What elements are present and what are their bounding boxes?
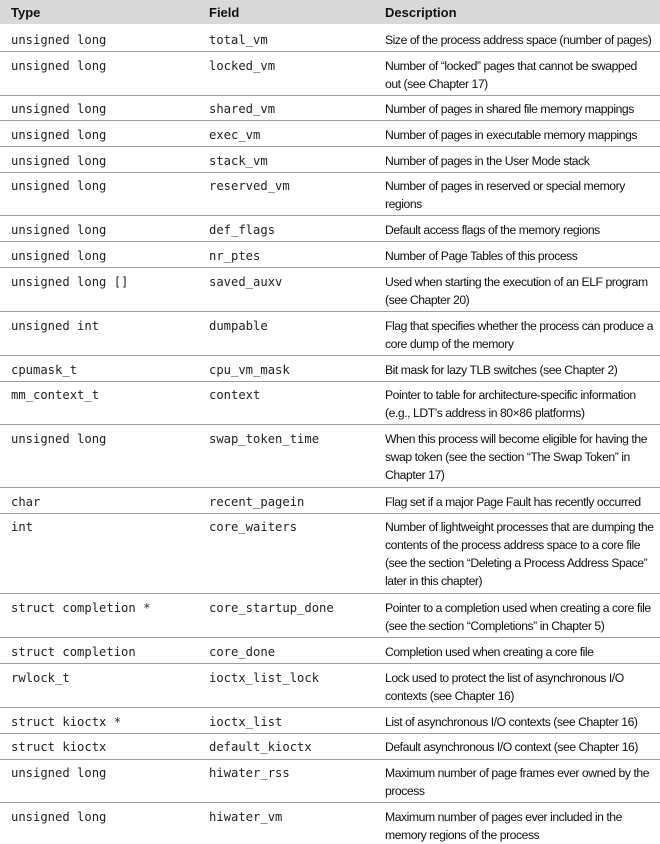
field-description: Number of pages in executable memory mappings (385, 128, 638, 142)
field-name: core_startup_done (209, 601, 334, 615)
field-name: context (209, 388, 261, 402)
field-type: unsigned long [] (11, 275, 129, 289)
field-description: When this process will become eligible for having the swap token (see the section “The Swap Token” in Chapter 17) (385, 432, 648, 482)
field-name: stack_vm (209, 154, 268, 168)
field-name: ioctx_list_lock (209, 671, 320, 685)
row-divider (0, 802, 660, 803)
field-type: unsigned long (11, 128, 107, 142)
row-divider (0, 637, 660, 638)
field-name: total_vm (209, 33, 268, 47)
field-description: Pointer to a completion used when creating a core file (see the section “Completions” in Chapter 5) (385, 601, 651, 633)
field-description: Maximum number of page frames ever owned by the process (385, 766, 650, 798)
field-name: def_flags (209, 223, 276, 237)
field-description: Pointer to table for architecture-specific information (e.g., LDT’s address in 80×86 platforms) (385, 388, 636, 420)
row-divider (0, 311, 660, 312)
field-type: struct kioctx (11, 740, 107, 754)
row-divider (0, 241, 660, 242)
field-type: struct completion (11, 645, 136, 659)
field-description: Number of pages in shared file memory mappings (385, 102, 634, 116)
row-divider (0, 487, 660, 488)
field-name: reserved_vm (209, 179, 290, 193)
field-name: shared_vm (209, 102, 276, 116)
field-name: exec_vm (209, 128, 261, 142)
row-divider (0, 95, 660, 96)
field-type: unsigned long (11, 432, 107, 446)
field-description: Number of “locked” pages that cannot be swapped out (see Chapter 17) (385, 59, 637, 91)
table-header (0, 0, 660, 24)
header-type: Type (11, 5, 41, 20)
field-description: Bit mask for lazy TLB switches (see Chapter 2) (385, 363, 618, 377)
field-type: unsigned long (11, 33, 107, 47)
field-description: List of asynchronous I/O contexts (see Chapter 16) (385, 715, 638, 729)
field-description: Flag that specifies whether the process can produce a core dump of the memory (385, 319, 654, 351)
field-description: Used when starting the execution of an ELF program (see Chapter 20) (385, 275, 648, 307)
field-name: swap_token_time (209, 432, 320, 446)
field-name: core_done (209, 645, 276, 659)
header-description: Description (385, 5, 457, 20)
field-type: int (11, 520, 34, 534)
field-type: unsigned long (11, 766, 107, 780)
field-description: Number of lightweight processes that are dumping the contents of the process address space to a core file (see the section “Deleting a Process Address Space” later in this chapter) (385, 520, 654, 588)
field-name: hiwater_vm (209, 810, 283, 824)
field-type: rwlock_t (11, 671, 70, 685)
row-divider (0, 733, 660, 734)
row-divider (0, 759, 660, 760)
field-description: Default asynchronous I/O context (see Chapter 16) (385, 740, 638, 754)
field-type: unsigned long (11, 154, 107, 168)
field-name: ioctx_list (209, 715, 283, 729)
field-type: unsigned long (11, 223, 107, 237)
field-type: mm_context_t (11, 388, 100, 402)
field-type: unsigned long (11, 59, 107, 73)
row-divider (0, 215, 660, 216)
field-description: Size of the process address space (number of pages) (385, 33, 652, 47)
field-type: unsigned int (11, 319, 100, 333)
field-description: Lock used to protect the list of asynchronous I/O contexts (see Chapter 16) (385, 671, 624, 703)
row-divider (0, 267, 660, 268)
field-name: default_kioctx (209, 740, 312, 754)
row-divider (0, 51, 660, 52)
field-type: struct completion * (11, 601, 151, 615)
row-divider (0, 120, 660, 121)
field-name: hiwater_rss (209, 766, 290, 780)
field-name: recent_pagein (209, 495, 305, 509)
row-divider (0, 146, 660, 147)
field-description: Number of Page Tables of this process (385, 249, 578, 263)
field-description: Default access flags of the memory regions (385, 223, 600, 237)
row-divider (0, 424, 660, 425)
field-type: unsigned long (11, 249, 107, 263)
row-divider (0, 172, 660, 173)
field-name: nr_ptes (209, 249, 261, 263)
row-divider (0, 663, 660, 664)
field-type: char (11, 495, 41, 509)
field-type: struct kioctx * (11, 715, 122, 729)
row-divider (0, 381, 660, 382)
row-divider (0, 707, 660, 708)
field-name: dumpable (209, 319, 268, 333)
field-name: locked_vm (209, 59, 276, 73)
field-name: cpu_vm_mask (209, 363, 290, 377)
field-description: Number of pages in reserved or special memory regions (385, 179, 625, 211)
field-name: saved_auxv (209, 275, 283, 289)
field-type: cpumask_t (11, 363, 78, 377)
field-description: Flag set if a major Page Fault has recently occurred (385, 495, 641, 509)
row-divider (0, 513, 660, 514)
header-field: Field (209, 5, 240, 20)
field-description: Maximum number of pages ever included in the memory regions of the process (385, 810, 622, 842)
field-description: Completion used when creating a core file (385, 645, 594, 659)
field-description: Number of pages in the User Mode stack (385, 154, 590, 168)
row-divider (0, 593, 660, 594)
field-name: core_waiters (209, 520, 298, 534)
field-type: unsigned long (11, 179, 107, 193)
field-type: unsigned long (11, 102, 107, 116)
field-type: unsigned long (11, 810, 107, 824)
row-divider (0, 355, 660, 356)
